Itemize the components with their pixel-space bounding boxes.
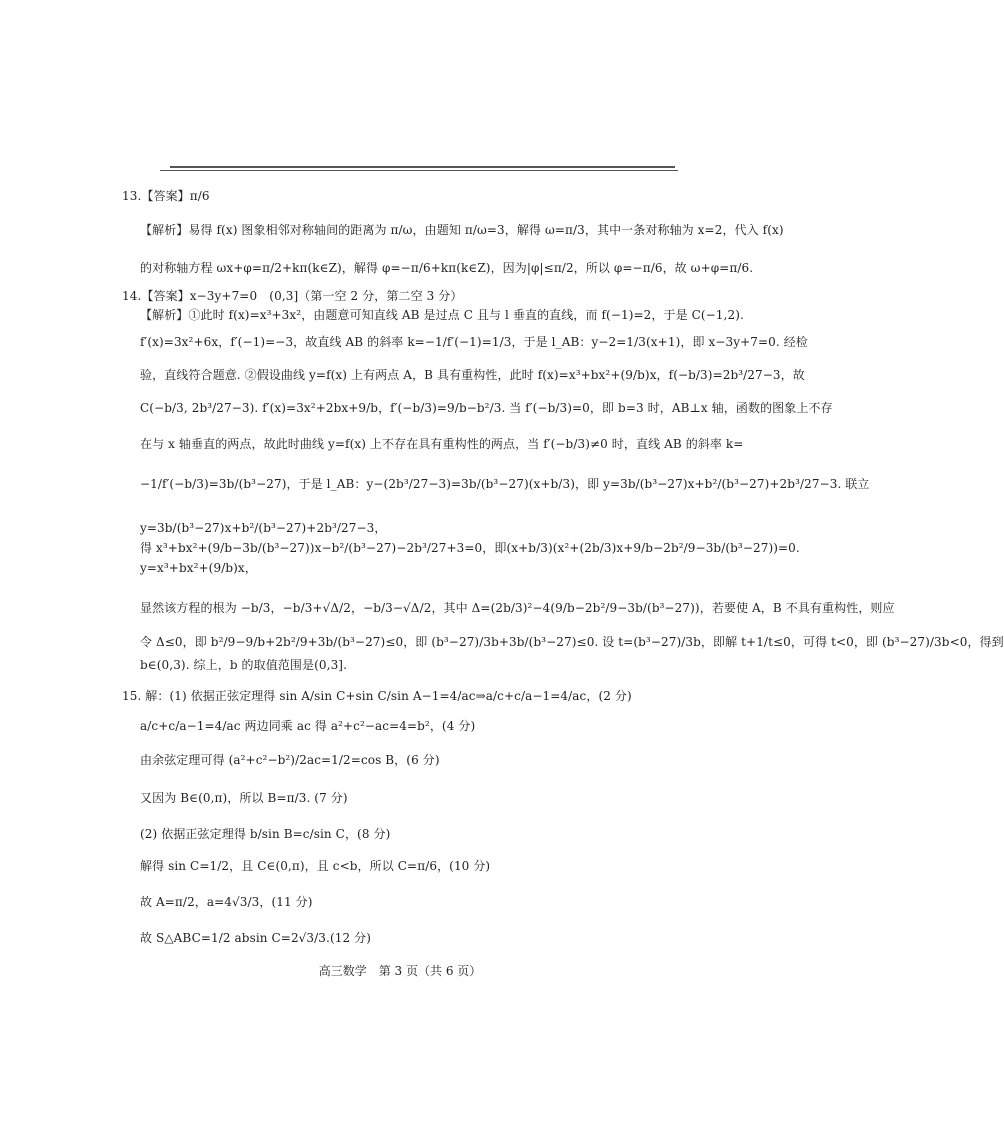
answer-13: 13.【答案】π/6 bbox=[122, 189, 210, 203]
solution-15-line2: a/c+c/a−1=4/ac 两边同乘 ac 得 a²+c²−ac=4=b²，(4 分) bbox=[140, 719, 476, 733]
analysis-14-line1: 【解析】①此时 f(x)=x³+3x²，由题意可知直线 AB 是过点 C 且与 l 垂直的直线，而 f(−1)=2，于是 C(−1,2). bbox=[140, 308, 744, 322]
analysis-14-line3: 验，直线符合题意. ②假设曲线 y=f(x) 上有两点 A，B 具有重构性，此时 f(x)=x³+bx²+(9/b)x，f(−b/3)=2b³/27−3，故 bbox=[140, 368, 805, 382]
analysis-14-line5: 在与 x 轴垂直的两点，故此时曲线 y=f(x) 上不存在具有重构性的两点，当 f′(−b/3)≠0 时，直线 AB 的斜率 k= bbox=[140, 437, 744, 451]
analysis-14-line4: C(−b/3, 2b³/27−3). f′(x)=3x²+2bx+9/b，f′(−b/3)=9/b−b²/3. 当 f′(−b/3)=0，即 b=3 时，AB⊥x 轴，函数的图象上不存 bbox=[140, 401, 833, 415]
analysis-13-line1: 【解析】易得 f(x) 图象相邻对称轴间的距离为 π/ω，由题知 π/ω=3，解得 ω=π/3，其中一条对称轴为 x=2，代入 f(x) bbox=[140, 223, 784, 237]
analysis-14-line7: 得 x³+bx²+(9/b−3b/(b³−27))x−b²/(b³−27)−2b³/27+3=0，即(x+b/3)(x²+(2b/3)x+9/b−2b²/9−3b/(b³−27))=0. bbox=[140, 541, 800, 555]
analysis-14-line6: −1/f′(−b/3)=3b/(b³−27)，于是 l_AB：y−(2b³/27−3)=3b/(b³−27)(x+b/3)，即 y=3b/(b³−27)x+b²/(b³−27)+2b³/27−3. 联立 bbox=[140, 477, 870, 491]
system-eq2: y=x³+bx²+(9/b)x， bbox=[140, 561, 257, 575]
solution-15-line5: (2) 依据正弦定理得 b/sin B=c/sin C，(8 分) bbox=[140, 827, 391, 841]
solution-15-line1: 15. 解：(1) 依据正弦定理得 sin A/sin C+sin C/sin A−1=4/ac⇒a/c+c/a−1=4/ac，(2 分) bbox=[122, 689, 632, 703]
analysis-14-line9: 令 Δ≤0，即 b²/9−9/b+2b²/9+3b/(b³−27)≤0，即 (b³−27)/3b+3b/(b³−27)≤0. 设 t=(b³−27)/3b，即解 t+1/t≤0，可得 t<0，即 (b³−27)/3b<0，得到 bbox=[140, 635, 1004, 649]
analysis-13-line2: 的对称轴方程 ωx+φ=π/2+kπ(k∈Z)，解得 φ=−π/6+kπ(k∈Z)，因为|φ|≤π/2，所以 φ=−π/6，故 ω+φ=π/6. bbox=[140, 261, 754, 275]
solution-15-line3: 由余弦定理可得 (a²+c²−b²)/2ac=1/2=cos B，(6 分) bbox=[140, 753, 440, 767]
solution-15-line8: 故 S△ABC=1/2 absin C=2√3/3.(12 分) bbox=[140, 931, 372, 945]
analysis-14-line2: f′(x)=3x²+6x，f′(−1)=−3，故直线 AB 的斜率 k=−1/f′(−1)=1/3，于是 l_AB：y−2=1/3(x+1)，即 x−3y+7=0. 经检 bbox=[140, 335, 808, 349]
header-rule bbox=[170, 166, 675, 168]
page-footer: 高三数学 第 3 页（共 6 页） bbox=[318, 964, 482, 978]
analysis-14-line8: 显然该方程的根为 −b/3，−b/3+√Δ/2，−b/3−√Δ/2，其中 Δ=(2b/3)²−4(9/b−2b²/9−3b/(b³−27))，若要使 A，B 不具有重构性，则应 bbox=[140, 601, 895, 615]
solution-15-line4: 又因为 B∈(0,π)，所以 B=π/3. (7 分) bbox=[140, 791, 348, 805]
answer-14: 14.【答案】x−3y+7=0 (0,3]（第一空 2 分，第二空 3 分） bbox=[122, 289, 463, 303]
header-rule-thin bbox=[160, 170, 678, 171]
system-eq1: y=3b/(b³−27)x+b²/(b³−27)+2b³/27−3， bbox=[140, 521, 387, 535]
solution-15-line7: 故 A=π/2，a=4√3/3，(11 分) bbox=[140, 895, 313, 909]
solution-15-line6: 解得 sin C=1/2，且 C∈(0,π)，且 c<b，所以 C=π/6，(10 分) bbox=[140, 859, 491, 873]
analysis-14-line10: b∈(0,3). 综上，b 的取值范围是(0,3]. bbox=[140, 658, 347, 672]
